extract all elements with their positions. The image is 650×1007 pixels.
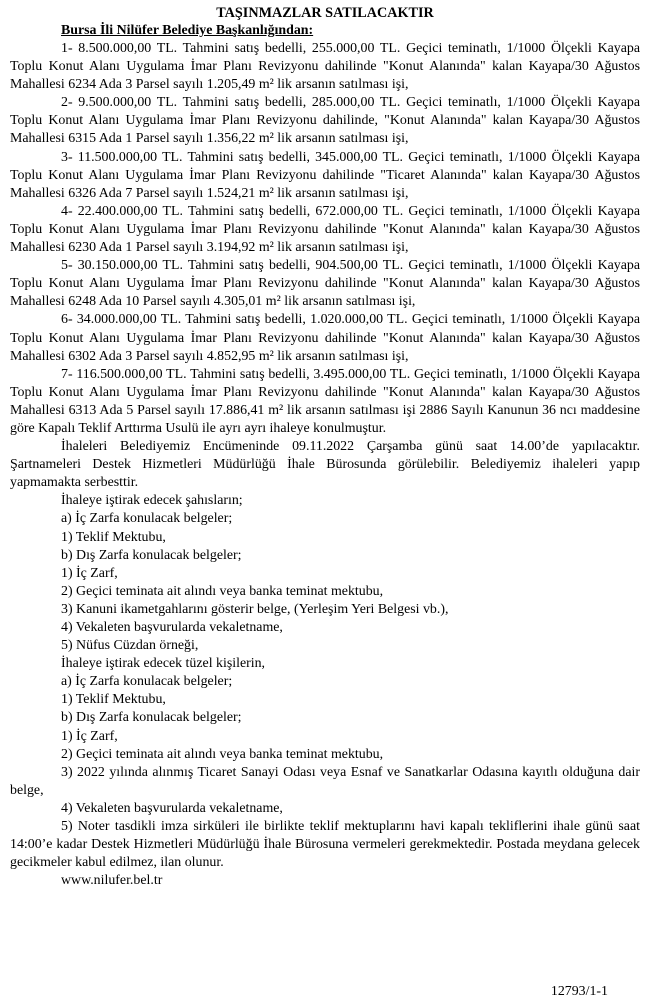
legal-entities-line: b) Dış Zarfa konulacak belgeler; (61, 710, 242, 726)
legal-entities-line: a) İç Zarfa konulacak belgeler; (61, 674, 233, 690)
property-item-6: 6- 34.000.000,00 TL. Tahmini satış bedelli, 1.020.000,00 TL. Geçici teminatlı, 1/1000 Ölçekli Kayapa Toplu Konut Alanı Uygulama İmar Planı Revizyonu dahilinde "Konut Alanında" kalan Kayapa/30 Ağustos Mahallesi 6302 Ada 3 Parsel sayılı 4.852,95 m² lik arsanın satılması işi, (10, 312, 640, 364)
legal-entities-item-4: 4) Vekaleten başvurularda vekaletname, (61, 800, 283, 816)
legal-entities-heading: İhaleye iştirak edecek tüzel kişilerin, (61, 656, 266, 672)
individuals-line: a) İç Zarfa konulacak belgeler; (61, 511, 233, 527)
individuals-heading: İhaleye iştirak edecek şahısların; (61, 493, 243, 509)
property-item-3: 3- 11.500.000,00 TL. Tahmini satış bedelli, 345.000,00 TL. Geçici teminatlı, 1/1000 Ölçekli Kayapa Toplu Konut Alanı Uygulama İmar Planı Revizyonu dahilinde "Ticaret Alanında" kalan Kayapa/30 Ağustos Mahallesi 6326 Ada 7 Parsel sayılı 1.524,21 m² lik arsanın satılması işi, (10, 149, 640, 201)
individuals-line: 5) Nüfus Cüzdan örneği, (61, 638, 199, 654)
individuals-line: 1) Teklif Mektubu, (61, 529, 166, 545)
website-link[interactable]: www.nilufer.bel.tr (61, 873, 163, 889)
legal-entities-item-5: 5) Noter tasdikli imza sirküleri ile birlikte teklif mektuplarını havi kapalı tekliflerini ihale günü saat 14:00’e kadar Destek Hizmetleri Müdürlüğü İhale Bürosuna vermeleri gerekmektedir. Postada meydana gelecek gecikmeler kabul edilmez, ilan olunur. (10, 819, 640, 871)
property-item-4: 4- 22.400.000,00 TL. Tahmini satış bedelli, 672.000,00 TL. Geçici teminatlı, 1/1000 Ölçekli Kayapa Toplu Konut Alanı Uygulama İmar Planı Revizyonu dahilinde "Konut Alanında" kalan Kayapa/30 Ağustos Mahallesi 6230 Ada 1 Parsel sayılı 3.194,92 m² lik arsanın satılması işi, (10, 203, 640, 256)
issuing-authority: Bursa İli Nilüfer Belediye Başkanlığından: (61, 23, 314, 38)
legal-entities-line: 2) Geçici teminata ait alındı veya banka teminat mektubu, (61, 746, 384, 762)
property-item-5: 5- 30.150.000,00 TL. Tahmini satış bedelli, 904.500,00 TL. Geçici teminatlı, 1/1000 Ölçekli Kayapa Toplu Konut Alanı Uygulama İmar Planı Revizyonu dahilinde "Konut Alanında" kalan Kayapa/30 Ağustos Mahallesi 6248 Ada 10 Parsel sayılı 4.305,01 m² lik arsanın satılması işi, (10, 258, 640, 310)
individuals-line: b) Dış Zarfa konulacak belgeler; (61, 547, 242, 563)
property-item-7: 7- 116.500.000,00 TL. Tahmini satış bedelli, 3.495.000,00 TL. Geçici teminatlı, 1/1000 Ölçekli Kayapa Toplu Konut Alanı Uygulama İmar Planı Revizyonu dahilinde "Konut Alanında" kalan Kayapa/30 Ağustos Mahallesi 6313 Ada 5 Parsel sayılı 17.886,41 m² lik arsanın satılması işi 2886 Sayılı Kanunun 36 ncı maddesine göre Kapalı Teklif Arttırma Usulü ile ayrı ayrı ihaleye konulmuştur. (10, 366, 640, 436)
property-item-1: 1- 8.500.000,00 TL. Tahmini satış bedelli, 255.000,00 TL. Geçici teminatlı, 1/1000 Ölçekli Kayapa Toplu Konut Alanı Uygulama İmar Planı Revizyonu dahilinde "Konut Alanında" kalan Kayapa/30 Ağustos Mahallesi 6234 Ada 3 Parsel sayılı 1.205,49 m² lik arsanın satılması işi, (10, 41, 640, 93)
legal-entities-item-3: 3) 2022 yılında alınmış Ticaret Sanayi Odası veya Esnaf ve Sanatkarlar Odasına kayıtlı olduğuna dair belge, (10, 764, 640, 798)
individuals-line: 2) Geçici teminata ait alındı veya banka teminat mektubu, (61, 583, 384, 599)
reference-number: 12793/1-1 (550, 983, 608, 999)
tender-info: İhaleleri Belediyemiz Encümeninde 09.11.2022 Çarşamba günü saat 14.00’de yapılacaktır. Şartnameleri Destek Hizmetleri Müdürlüğü İhale Bürosunda görülebilir. Belediyemiz ihaleleri yapıp yapmamakta serbesttir. (10, 439, 640, 491)
individuals-line: 4) Vekaleten başvurularda vekaletname, (61, 620, 283, 635)
property-item-2: 2- 9.500.000,00 TL. Tahmini satış bedelli, 285.000,00 TL. Geçici teminatlı, 1/1000 Ölçekli Kayapa Toplu Konut Alanı Uygulama İmar Planı Revizyonu dahilinde, "Konut Alanında" kalan Kayapa/30 Ağustos Mahallesi 6315 Ada 1 Parsel sayılı 1.356,22 m² lik arsanın satılması işi, (10, 95, 640, 147)
individuals-line: 1) İç Zarf, (61, 565, 118, 581)
legal-entities-line: 1) Teklif Mektubu, (61, 692, 166, 708)
legal-entities-line: 1) İç Zarf, (61, 728, 118, 744)
individuals-line: 3) Kanuni ikametgahlarını gösterir belge, (Yerleşim Yeri Belgesi vb.), (61, 601, 449, 617)
announcement-title: TAŞINMAZLAR SATILACAKTIR (216, 5, 434, 21)
